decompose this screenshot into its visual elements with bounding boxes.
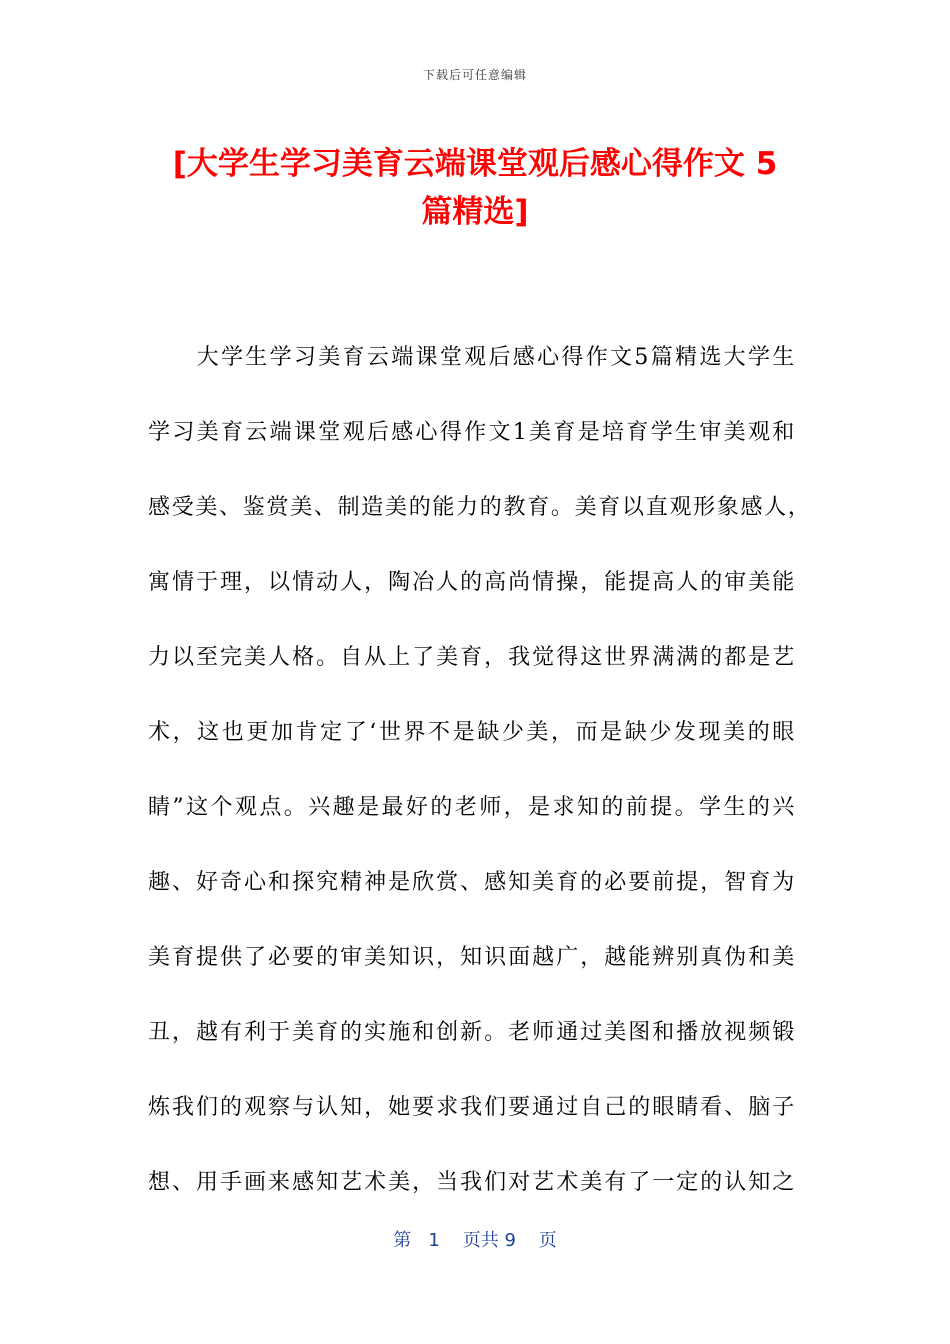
footer-suffix: 页 xyxy=(538,1230,557,1251)
body-line: 美育提供了必要的审美知识，知识面越广，越能辨别真伪和美 xyxy=(148,945,796,970)
body-line: 学习美育云端课堂观后感心得作文1美育是培育学生审美观和 xyxy=(148,420,796,445)
body-line: 炼我们的观察与认知，她要求我们要通过自己的眼睛看、脑子 xyxy=(148,1095,796,1120)
body-line: 丑，越有利于美育的实施和创新。老师通过美图和播放视频锻 xyxy=(148,1020,796,1045)
footer-total-pages: 9 xyxy=(504,1230,516,1251)
body-line: 寓情于理，以情动人，陶冶人的高尚情操，能提高人的审美能 xyxy=(148,570,796,595)
footer-middle: 页共 xyxy=(462,1230,499,1251)
footer-current-page: 1 xyxy=(428,1230,440,1251)
body-line: 趣、好奇心和探究精神是欣赏、感知美育的必要前提，智育为 xyxy=(148,870,796,895)
body-line: 术，这也更加肯定了‘世界不是缺少美，而是缺少发现美的眼 xyxy=(148,720,796,745)
body-line: 想、用手画来感知艺术美，当我们对艺术美有了一定的认知之 xyxy=(148,1170,796,1195)
document-body xyxy=(148,320,812,1220)
footer-prefix: 第 xyxy=(393,1230,412,1251)
document-title xyxy=(130,140,820,236)
document-title-line-1: [大学生学习美育云端课堂观后感心得作文 5 xyxy=(172,146,778,182)
body-line: 大学生学习美育云端课堂观后感心得作文5篇精选大学生 xyxy=(148,345,796,370)
page-footer xyxy=(0,1226,950,1252)
document-title-line-2: 篇精选] xyxy=(421,194,529,230)
body-line: 睛”这个观点。兴趣是最好的老师，是求知的前提。学生的兴 xyxy=(148,795,796,820)
body-line: 力以至完美人格。自从上了美育，我觉得这世界满满的都是艺 xyxy=(148,645,796,670)
header-note: 下载后可任意编辑 xyxy=(422,68,527,82)
body-line: 感受美、鉴赏美、制造美的能力的教育。美育以直观形象感人， xyxy=(148,495,812,520)
